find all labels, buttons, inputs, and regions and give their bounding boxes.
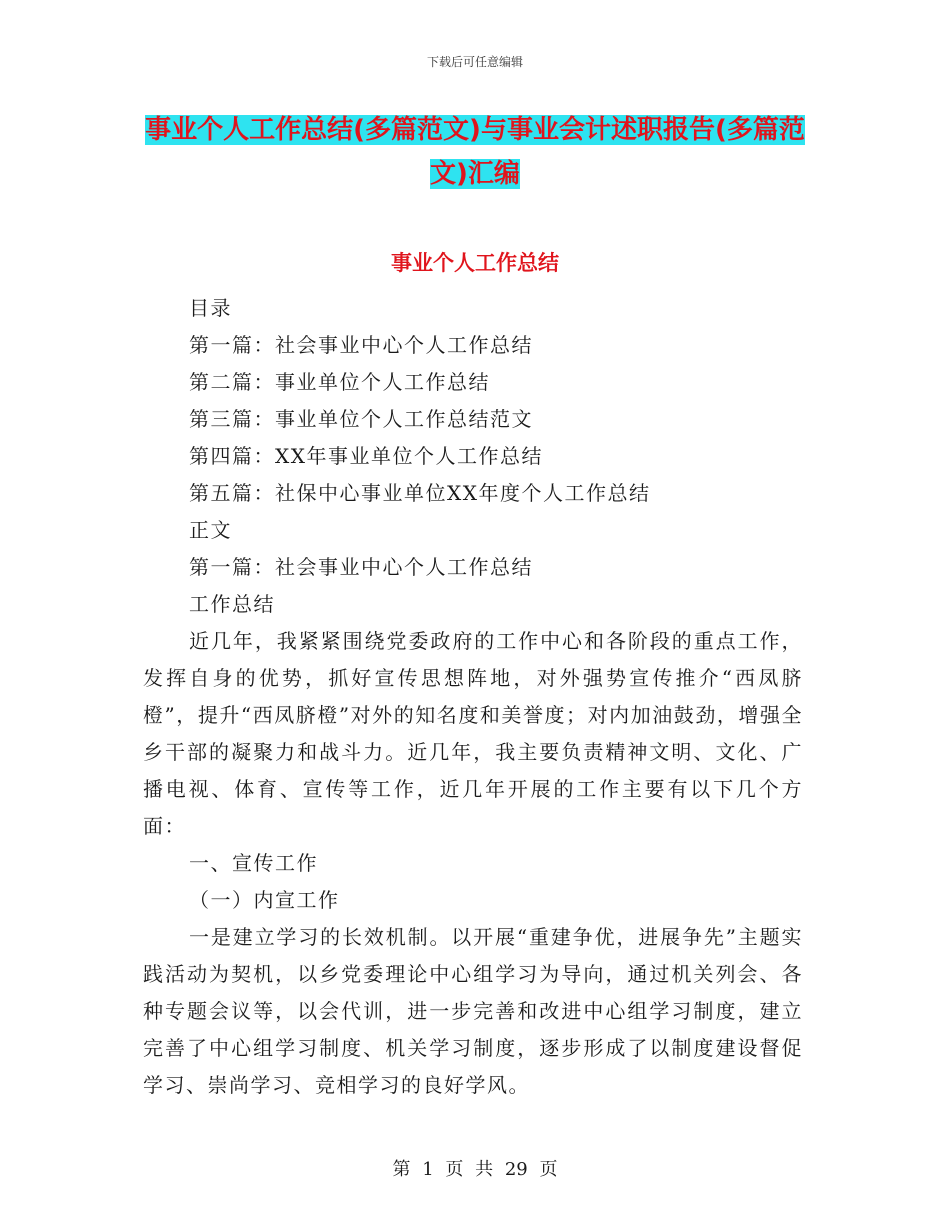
- toc-item: 第三篇：事业单位个人工作总结范文: [189, 407, 533, 431]
- document-body: [143, 290, 803, 1104]
- toc-item: 第一篇：社会事业中心个人工作总结: [189, 333, 533, 357]
- toc-heading: 目录: [189, 296, 232, 320]
- toc-item: 第二篇：事业单位个人工作总结: [189, 370, 490, 394]
- header-note: 下载后可任意编辑: [426, 55, 523, 69]
- paragraph: 近几年，我紧紧围绕党委政府的工作中心和各阶段的重点工作，发挥自身的优势，抓好宣传思想阵地，对外强势宣传推介“西凤脐橙”，提升“西凤脐橙”对外的知名度和美誉度；对内加油鼓劲，增强全乡干部的凝聚力和战斗力。近几年，我主要负责精神文明、文化、广播电视、体育、宣传等工作，近几年开展的工作主要有以下几个方面：: [143, 629, 803, 838]
- body-label: 正文: [189, 518, 232, 542]
- toc-item: 第四篇：XX年事业单位个人工作总结: [189, 444, 543, 468]
- subheading: （一）内宣工作: [189, 888, 340, 912]
- toc-item: 第五篇：社保中心事业单位XX年度个人工作总结: [189, 481, 651, 505]
- document-title: [140, 108, 810, 196]
- paragraph: 一是建立学习的长效机制。以开展“重建争优，进展争先”主题实践活动为契机，以乡党委理论中心组学习为导向，通过机关列会、各种专题会议等，以会代训，进一步完善和改进中心组学习制度，建立完善了中心组学习制度、机关学习制度，逐步形成了以制度建设督促学习、崇尚学习、竞相学习的良好学风。: [143, 925, 803, 1097]
- section-title: 事业个人工作总结: [391, 251, 559, 275]
- chapter-subtitle: 工作总结: [189, 592, 275, 616]
- document-title-text: 事业个人工作总结(多篇范文)与事业会计述职报告(多篇范文)汇编: [145, 115, 805, 189]
- chapter-heading: 第一篇：社会事业中心个人工作总结: [189, 555, 533, 579]
- page-number: 第 1 页 共 29 页: [392, 1159, 558, 1180]
- subheading: 一、宣传工作: [189, 851, 318, 875]
